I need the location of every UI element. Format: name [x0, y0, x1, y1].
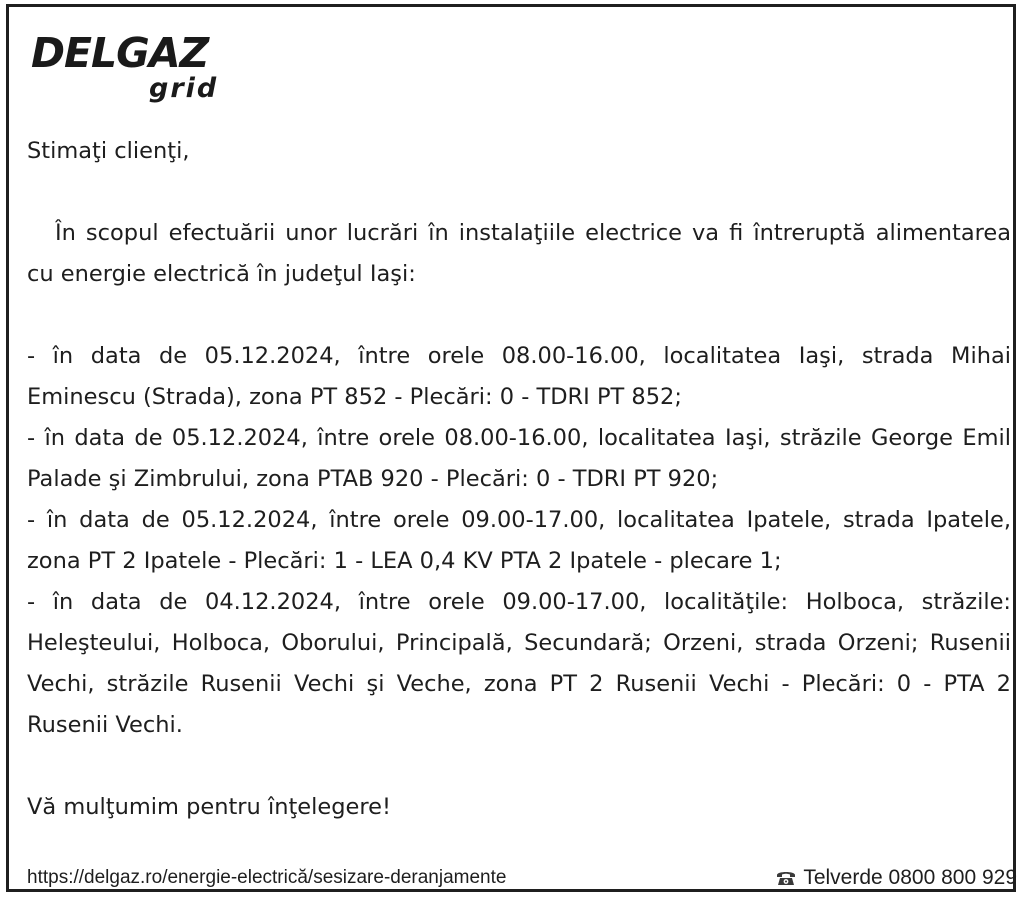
- phone-number: Telverde 0800 800 929: [803, 866, 1017, 889]
- delgaz-grid-logo: [31, 29, 231, 109]
- thanks-line: Vă mulţumim pentru înţelegere!: [27, 794, 391, 820]
- logo-sub: grid: [149, 73, 219, 104]
- notice-frame: [6, 4, 1016, 892]
- outage-item: - în data de 05.12.2024, între orele 09.00-17.00, localitatea Ipatele, strada Ipatele, zona PT 2 Ipatele - Plecări: 1 - LEA 0,4 KV PTA 2 Ipatele - plecare 1;: [27, 507, 1011, 574]
- notice-body: [27, 127, 1011, 828]
- logo-brand: DELGAZ: [31, 29, 209, 77]
- outage-item: - în data de 04.12.2024, între orele 09.00-17.00, localităţile: Holboca, străzile: Heleşteului, Holboca, Oborului, Principală, Secundară; Orzeni, strada Orzeni; Rusenii Vechi, străzile Rusenii Vechi şi Veche, zona PT 2 Rusenii Vechi - Plecări: 0 - PTA 2 Rusenii Vechi.: [27, 589, 1011, 738]
- report-url-link[interactable]: https://delgaz.ro/energie-electrică/sesizare-deranjamente: [27, 867, 507, 888]
- footer: [27, 865, 1017, 895]
- outage-list: [27, 336, 1011, 746]
- outage-item: - în data de 05.12.2024, între orele 08.00-16.00, localitatea Iaşi, străzile George Emil Palade şi Zimbrului, zona PTAB 920 - Plecări: 0 - TDRI PT 920;: [27, 425, 1011, 492]
- greeting: Stimaţi clienţi,: [27, 138, 190, 164]
- phone-contact: [775, 866, 1017, 890]
- telephone-icon: [775, 869, 797, 887]
- intro-paragraph: În scopul efectuării unor lucrări în instalaţiile electrice va fi întreruptă alimentarea cu energie electrică în judeţul Iaşi:: [27, 220, 1011, 287]
- outage-item: - în data de 05.12.2024, între orele 08.00-16.00, localitatea Iaşi, strada Mihai Eminescu (Strada), zona PT 852 - Plecări: 0 - TDRI PT 852;: [27, 343, 1011, 410]
